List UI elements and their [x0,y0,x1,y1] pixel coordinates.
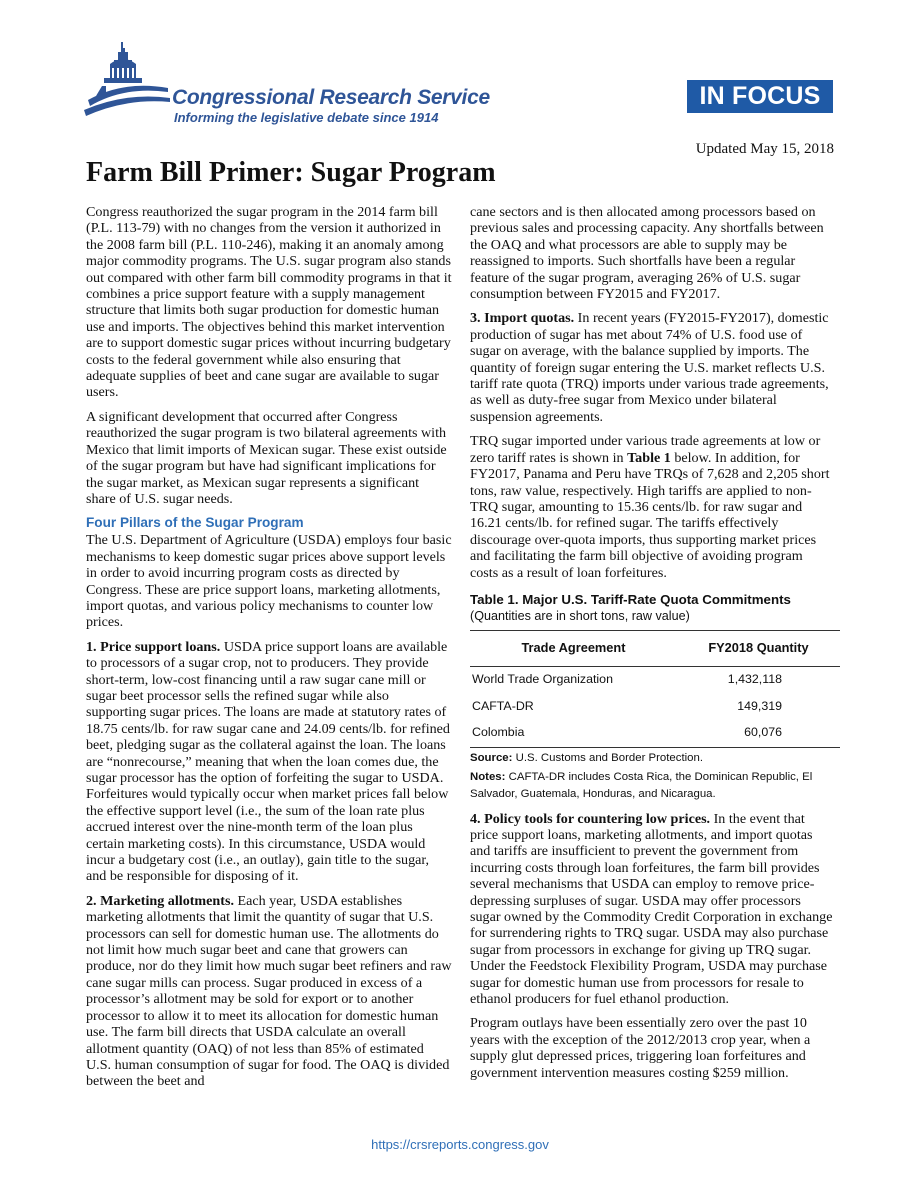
table-header-row [470,630,840,666]
right-column [470,204,834,1089]
table-cell-quantity: 149,319 [737,698,782,713]
program-outlays-paragraph: Program outlays have been essentially zero over the past 10 years with the exception of the 2012/2013 crop year, when a supply glut depressed prices, triggering loan forfeitures and government intervention measures costing $259 million. [470,1015,811,1081]
in-focus-badge: IN FOCUS [687,80,833,113]
capitol-dome-logo-icon [84,40,170,120]
price-support-lead: 1. Price support loans. [86,638,221,655]
section-heading: Four Pillars of the Sugar Program [86,515,304,531]
column-header-quantity: FY2018 Quantity [677,630,840,666]
price-support-paragraph [86,639,452,885]
trq-paragraph [470,433,834,581]
policy-tools-text: In the event that price support loans, marketing allotments, and import quotas and tariffs are insufficient to prevent the government from incurring costs through loan forfeitures, the farm bill provides several mechanisms that USDA can employ to remove price-depressing surpluses of sugar. USDA may offer processors sugar owned by the Commodity Credit Corporation in exchange for surrendering rights to TRQ sugar. USDA may also purchase sugar from processors in exchange for giving up TRQ sugar. Under the Feedstock Flexibility Program, USDA may purchase sugar for domestic human use from processors for resale to ethanol producers for fuel ethanol production. [470,810,833,1008]
allotments-continued-paragraph: cane sectors and is then allocated among processors based on previous sales and processing capacity. Any shortfalls between the OAQ and what processors are able to supply may be reassigned to imports. Such shortfalls have been a regular feature of the sugar program, averaging 26% of U.S. sugar consumption between FY2015 and FY2017. [470,204,824,303]
import-quotas-text: In recent years (FY2015-FY2017), domestic production of sugar has met about 74% of U.S. food use of sugar on average, with the balance supplied by imports. The quantity of foreign sugar entering the U.S. market reflects U.S. tariff rate quota (TRQ) imports under various trade agreements, as well as duty-free sugar from Mexico under bilateral suspension agreements. [470,310,829,425]
trq-text-pre: TRQ sugar imported under various trade agreements at low or zero tariff rates is shown in [470,433,821,466]
marketing-allotments-text: Each year, USDA establishes marketing allotments that limit the quantity of sugar that U.S. processors can sell for domestic human use. The allotments do not limit how much sugar beet and cane that growers can produce, nor do they limit how much sugar beet refiners and raw cane sugar mills can process. Sugar produced in excess of a processor’s allotment may be sold for export or to another processor to allow it to meet its allocation for domestic human use. The farm bill directs that USDA calculate an overall allotment quantity (OAQ) of not less than 85% of estimated U.S. human consumption of sugar for food. The OAQ is divided between the beet and [86,892,452,1090]
table-source-label: Source: [470,751,513,764]
page-title: Farm Bill Primer: Sugar Program [86,157,496,188]
trq-table [470,630,840,748]
import-quotas-paragraph [470,310,834,425]
table-row [470,720,840,747]
column-header-trade-agreement: Trade Agreement [470,630,677,666]
table-cell-agreement: Colombia [472,725,525,740]
trq-text-post: below. In addition, for FY2017, Panama and Peru have TRQs of 7,628 and 2,205 short tons, raw value, respectively. High tariffs are applied to non-TRQ sugar, amounting to 15.36 cents/lb. for raw sugar and 16.21 cents/lb. for refined sugar. The tariffs effectively discourage over-quota imports, thus supporting market prices and facilitating the farm bill objective of avoiding program costs as a result of loan forfeitures. [470,449,830,581]
table-notes-label: Notes: [470,770,506,783]
table-subtitle: (Quantities are in short tons, raw value) [470,608,690,623]
import-quotas-lead: 3. Import quotas. [470,310,575,327]
table-cell-quantity: 60,076 [744,725,782,740]
table-cell-quantity: 1,432,118 [727,672,782,687]
table-source-text: U.S. Customs and Border Protection. [512,751,703,764]
left-column [86,204,452,1098]
updated-date: Updated May 15, 2018 [695,141,834,157]
table-title: Table 1. Major U.S. Tariff-Rate Quota Commitments [470,591,791,607]
table-notes [470,769,834,803]
price-support-text: USDA price support loans are available to processors of a sugar crop, not to producers. They provide short-term, low-cost financing until a raw sugar cane mill or sugar beet processor sells the refined sugar while also supporting sugar prices. The loans are made at statutory rates of 18.75 cents/lb. for raw sugar cane and 24.09 cents/lb. for refined beet, pledging sugar as the collateral against the loan. The loans are “nonrecourse,” meaning that when the loan comes due, the sugar processor has the option of forfeiting the sugar to USDA. Forfeitures would typically occur when market prices fall below the effective support level (i.e., the sum of the loan rate plus accrued interest over the nine-month term of the loan plus certain marketing costs). In this circumstance, USDA would incur a budgetary cost (i.e., an outlay), gain title to the sugar, and be responsible for disposing of it. [86,638,450,885]
table-reference: Table 1 [627,449,671,466]
org-name: Congressional Research Service [172,86,490,109]
table-row [470,667,840,694]
marketing-allotments-lead: 2. Marketing allotments. [86,892,234,909]
org-tagline: Informing the legislative debate since 1914 [174,110,439,125]
marketing-allotments-paragraph [86,893,452,1090]
policy-tools-paragraph [470,811,834,1008]
footer-link[interactable]: https://crsreports.congress.gov [371,1137,549,1152]
pillars-paragraph: The U.S. Department of Agriculture (USDA) employs four basic mechanisms to keep domestic sugar prices above support levels in order to avoid incurring program costs as directed by Congress. These are price support loans, marketing allotments, import quotas, and various policy mechanisms to counter low prices. [86,532,452,631]
mexico-paragraph: A significant development that occurred after Congress reauthorized the sugar program is two bilateral agreements with Mexico that limit imports of Mexican sugar. These exist outside of the sugar program but have had significant implications for the sugar market, as Mexican sugar represents a significant share of U.S. sugar needs. [86,408,447,507]
table-source [470,750,834,767]
table-cell-agreement: CAFTA-DR [472,698,534,713]
intro-paragraph: Congress reauthorized the sugar program in the 2014 farm bill (P.L. 113-79) with no changes from the version it authorized in the 2008 farm bill (P.L. 110-246), making it an anomaly among major commodity programs. The U.S. sugar program also stands out compared with other farm bill commodity programs in that it combines a price support feature with a supply management structure that limits both sugar production for domestic human use and imports. The objectives behind this market intervention are to support domestic sugar prices without incurring budgetary costs to the federal government while also ensuring that adequate supplies of beet and cane sugar are available to sugar users. [86,204,452,401]
table-row [470,694,840,720]
table-cell-agreement: World Trade Organization [472,672,613,687]
table-notes-text: CAFTA-DR includes Costa Rica, the Dominican Republic, El Salvador, Guatemala, Honduras, and Nicaragua. [470,770,813,800]
policy-tools-lead: 4. Policy tools for countering low prices. [470,810,711,827]
